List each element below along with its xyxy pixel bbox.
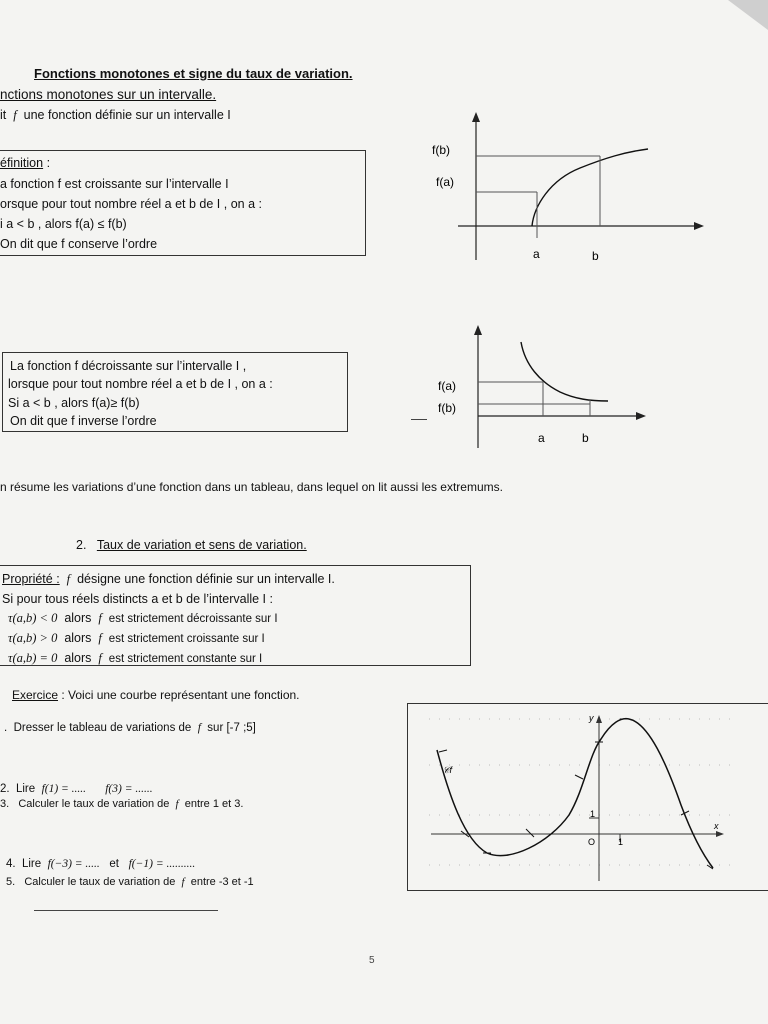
definition-label: éfinition :	[0, 156, 51, 170]
x-axis-arrow	[636, 412, 646, 420]
increasing-curve	[532, 149, 648, 226]
a-label: a	[533, 247, 540, 261]
a-label: a	[538, 431, 545, 445]
definition-line: i a < b , alors f(a) ≤ f(b)	[0, 217, 127, 231]
exercise-title: Exercice : Voici une courbe représentant une fonction.	[12, 688, 300, 702]
summary-text: n résume les variations d’une fonction dans un tableau, dans lequel on lit aussi les extremums.	[0, 480, 503, 494]
exercise-q1: . Dresser le tableau de variations de f sur [-7 ;5]	[4, 722, 256, 734]
origin-label: O	[588, 837, 596, 847]
page-corner	[728, 0, 768, 30]
unit-x-label: 1	[618, 837, 624, 847]
decreasing-line: On dit que f inverse l’ordre	[10, 414, 157, 428]
property-intro: Propriété : f désigne une fonction définie sur un intervalle I.	[2, 572, 335, 586]
dash-mark	[411, 419, 427, 420]
property-row: τ(a,b) = 0 alors f est strictement constante sur I	[8, 651, 263, 665]
unit-y-label: 1	[590, 809, 596, 819]
property-row: τ(a,b) < 0 alors f est strictement décroissante sur I	[8, 611, 278, 625]
exercise-q2: 2. Lire f(1) = ..... f(3) = ......	[0, 783, 153, 795]
x-axis-arrow	[694, 222, 704, 230]
section1-intro: it f une fonction définie sur un intervalle I	[0, 108, 231, 122]
exercise-graph	[409, 705, 768, 889]
property-row: τ(a,b) > 0 alors f est strictement croissante sur I	[8, 631, 265, 645]
y-axis-label: y	[589, 713, 594, 723]
decreasing-graph	[430, 320, 650, 450]
answer-line	[34, 910, 218, 911]
definition-line: On dit que f conserve l’ordre	[0, 237, 158, 251]
section1-heading: nctions monotones sur un intervalle.	[0, 87, 217, 102]
definition-line: orsque pour tout nombre réel a et b de I , on a :	[0, 197, 262, 211]
x-axis-arrow	[716, 831, 724, 837]
b-label: b	[582, 431, 589, 445]
fb-label: f(b)	[432, 143, 450, 157]
decreasing-line: lorsque pour tout nombre réel a et b de I , on a :	[8, 377, 273, 391]
fa-label: f(a)	[438, 379, 456, 393]
curve-ticks	[439, 719, 713, 869]
fa-label: f(a)	[436, 175, 454, 189]
decreasing-line: La fonction f décroissante sur l’intervalle I ,	[10, 359, 247, 373]
y-axis-arrow	[472, 112, 480, 122]
fb-label: f(b)	[438, 401, 456, 415]
exercise-q5: 5. Calculer le taux de variation de f entre -3 et -1	[6, 876, 254, 888]
increasing-graph	[420, 108, 710, 268]
page-title: Fonctions monotones et signe du taux de variation.	[34, 66, 353, 81]
y-axis-arrow	[596, 715, 602, 723]
exercise-q3: 3. Calculer le taux de variation de f entre 1 et 3.	[0, 798, 244, 810]
function-curve	[437, 719, 713, 868]
curve-label: 𝒞f	[443, 765, 453, 775]
decreasing-line: Si a < b , alors f(a)≥ f(b)	[8, 396, 140, 410]
property-line: Si pour tous réels distincts a et b de l’intervalle I :	[2, 592, 273, 606]
y-axis-arrow	[474, 325, 482, 335]
x-axis-label: x	[714, 821, 719, 831]
definition-line: a fonction f est croissante sur l’intervalle I	[0, 177, 229, 191]
decreasing-curve	[521, 342, 608, 401]
section2-heading: 2. Taux de variation et sens de variation.	[76, 538, 307, 552]
page-number: 5	[369, 955, 375, 966]
b-label: b	[592, 249, 599, 263]
exercise-q4: 4. Lire f(−3) = ..... et f(−1) = ..........	[6, 858, 196, 870]
